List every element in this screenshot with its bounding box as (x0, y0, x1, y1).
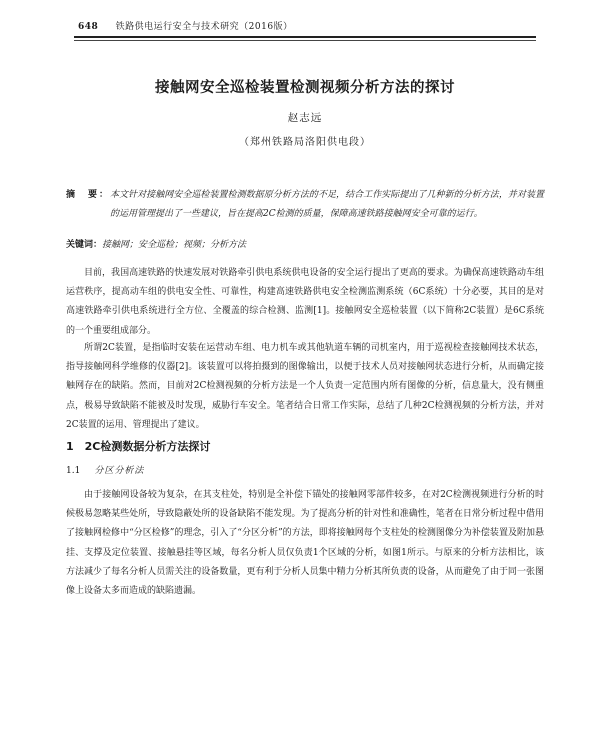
section-heading-1: 1 2C检测数据分析方法探讨 (66, 440, 211, 453)
journal-name: 铁路供电运行安全与技术研究（2016版） (115, 22, 293, 32)
body-paragraph-1: 目前，我国高速铁路的快速发展对铁路牵引供电系统供电设备的安全运行提出了更高的要求。为确保高速铁路动车组运营秩序，提高动车组的供电安全性、可靠性，构建高速铁路供电安全检测监测系统（6C系统）十分必要，其目的是对高速铁路牵引供电系统进行全方位、全覆盖的综合检测、监测[1]。接触网安全巡检装置（以下简称2C装置）是6C系统的一个重要组成部分。 (66, 268, 544, 336)
keywords (66, 238, 544, 252)
keywords-text: 接触网；安全巡检；视频；分析方法 (102, 240, 247, 250)
page-number: 648 (78, 22, 99, 32)
keywords-label: 关键词： (66, 240, 103, 250)
running-header (78, 21, 534, 33)
subsection-title: 分区分析法 (94, 466, 145, 476)
body-paragraph-2: 所谓2C装置，是指临时安装在运营动车组、电力机车或其他轨道车辆的司机室内，用于巡视检查接触网技术状态，指导接触网科学维修的仪器[2]。该装置可以将拍摄到的图像输出，以便于技术人员对接触网状态进行分析，从而确定接触网存在的缺陷。然而，目前对2C检测视频的分析方法是一个人负责一定范围内所有图像的分析，信息量大，没有侧重点，极易导致缺陷不能被及时发现，威胁行车安全。笔者结合日常工作实际，总结了几种2C检测视频的分析方法，并对2C装置的运用、管理提出了建议。 (66, 343, 544, 430)
body-paragraph-3: 由于接触网设备较为复杂，在其支柱处，特别是全补偿下锚处的接触网零部件较多，在对2C检测视频进行分析的时候极易忽略某些处所，导致隐蔽处所的设备缺陷不能发现。为了提高分析的针对性和准确性，笔者在日常分析过程中借用了接触网检修中“分区检修”的理念，引入了“分区分析”的方法，即将接触网每个支柱处的检测图像分为补偿装置及附加悬挂、支撑及定位装置、接触悬挂等区域，每名分析人员仅负责1个区域的分析，如图1所示。与原来的分析方法相比，该方法减少了每名分析人员需关注的设备数量，更有利于分析人员集中精力分析其所负责的设备，从而避免了由于同一张图像上设备太多而造成的缺陷遗漏。 (66, 490, 544, 597)
subsection-heading-1-1 (66, 463, 544, 476)
abstract-text: 本文针对接触网安全巡检装置检测数据原分析方法的不足，结合工作实际提出了几种新的分析方法，并对装置的运用管理提出了一些建议，旨在提高2C检测的质量，保障高速铁路接触网安全可靠的运行。 (110, 190, 544, 219)
abstract (66, 186, 544, 224)
subsection-number: 1.1 (66, 466, 81, 476)
header-rule-thick (74, 36, 536, 38)
article-affiliation: （郑州铁路局洛阳供电段） (239, 137, 371, 148)
article-title: 接触网安全巡检装置检测视频分析方法的探讨 (155, 80, 455, 96)
header-rule-thin (74, 40, 536, 41)
abstract-label: 摘 要： (66, 190, 111, 200)
article-author: 赵志远 (287, 112, 323, 124)
